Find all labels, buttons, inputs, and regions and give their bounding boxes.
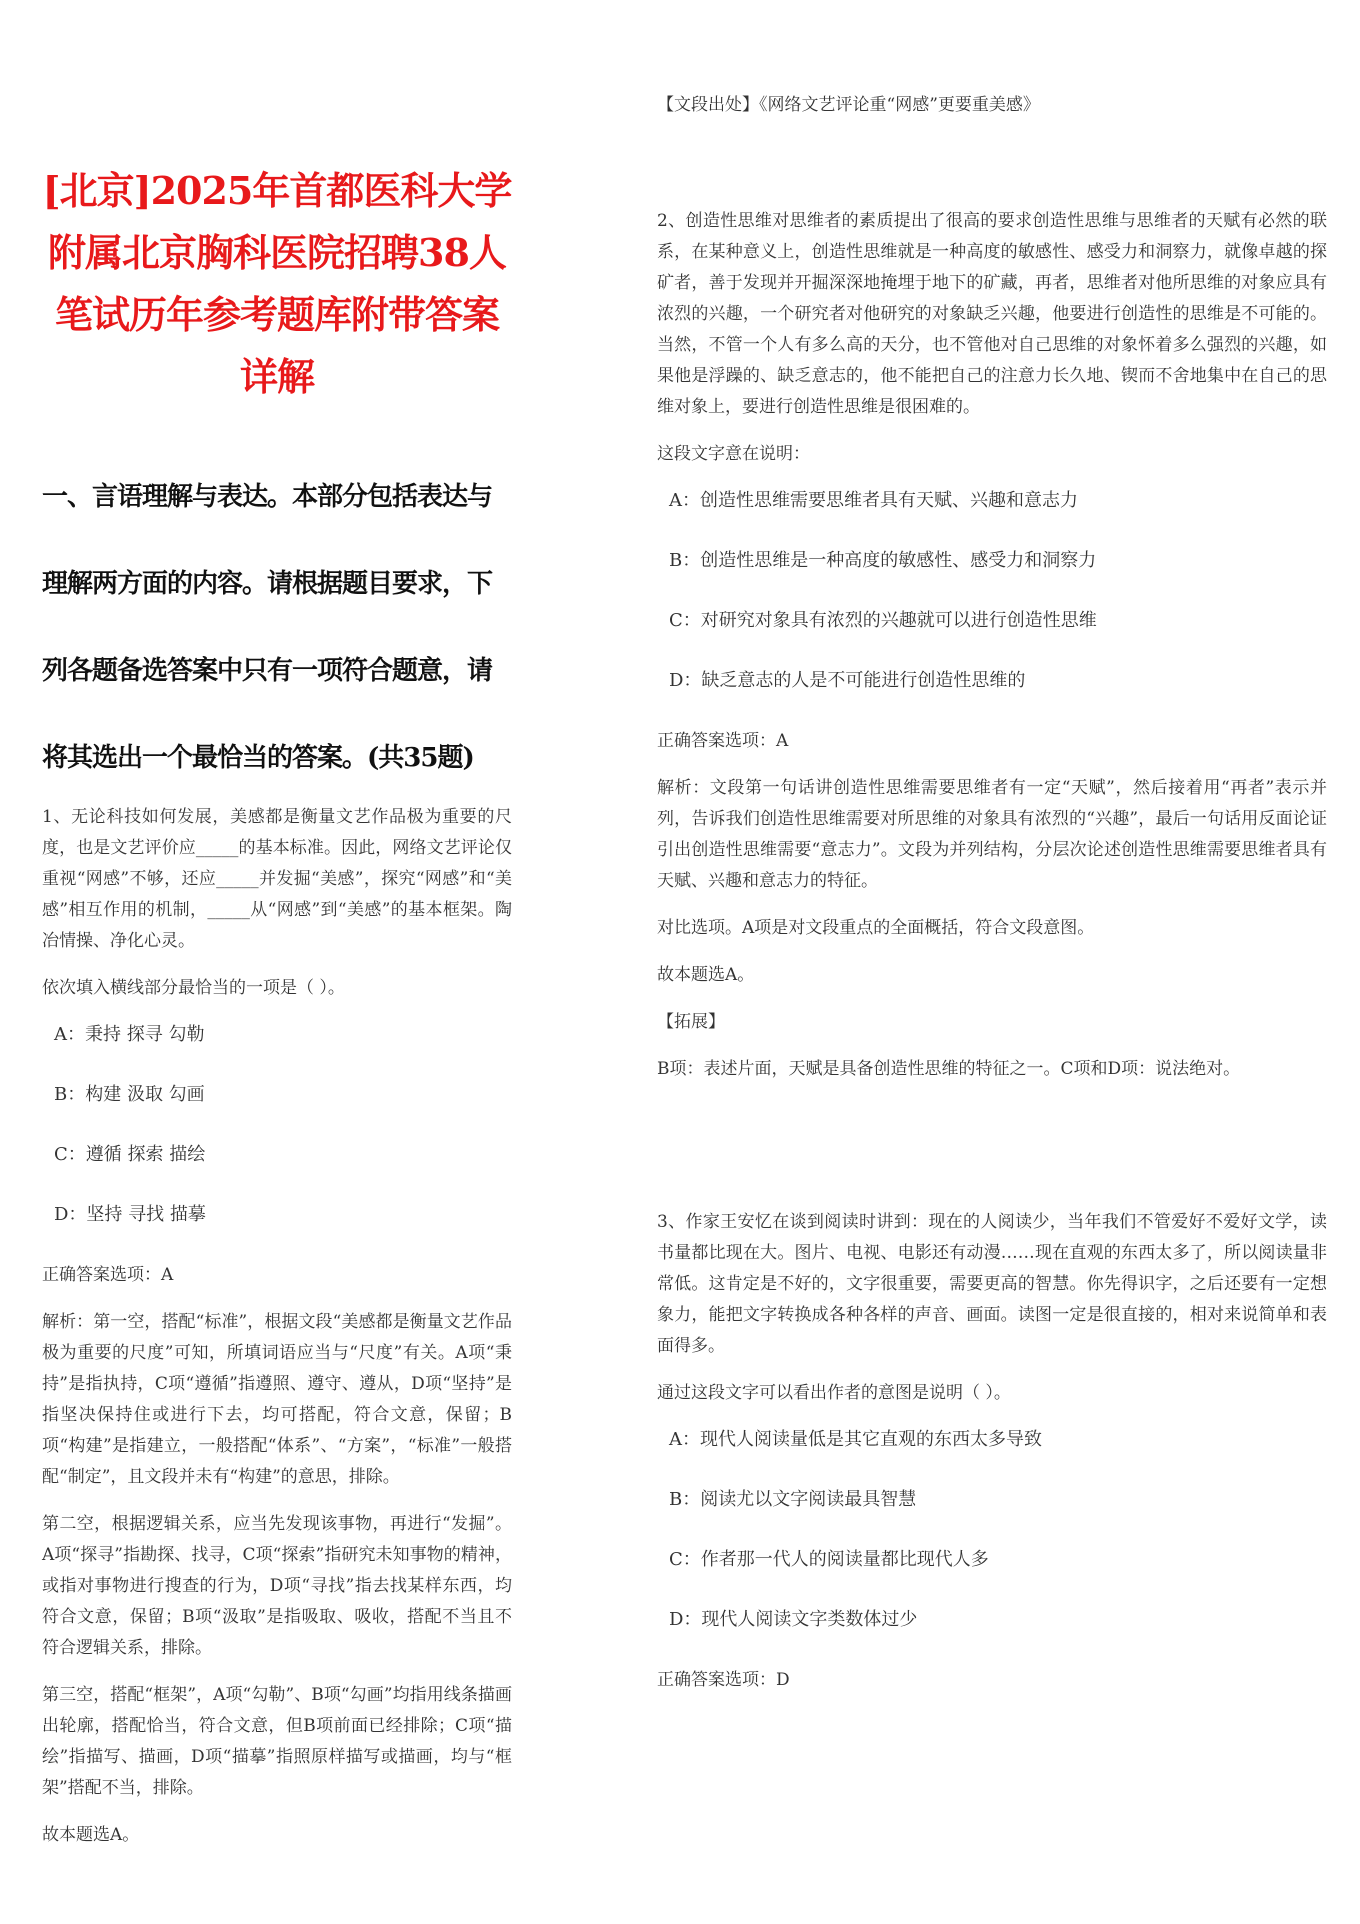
question-2-option-c: C：对研究对象具有浓烈的兴趣就可以进行创造性思维 bbox=[669, 610, 1097, 631]
question-1-conclusion: 故本题选A。 bbox=[42, 1825, 140, 1845]
question-3-answer: 正确答案选项：D bbox=[657, 1670, 790, 1690]
question-1-analysis-2: 第二空，根据逻辑关系，应当先发现该事物，再进行“发掘”。A项“探寻”指勘探、找寻，C项“探索”指研究未知事物的精神，或指对事物进行搜查的行为，D项“寻找”指去找某样东西，均符合文意，保留；B项“汲取”是指吸取、吸收，搭配不当且不符合逻辑关系，排除。 bbox=[42, 1514, 512, 1658]
question-2-option-d: D：缺乏意志的人是不可能进行创造性思维的 bbox=[669, 670, 1026, 691]
section-heading: 一、言语理解与表达。本部分包括表达与理解两方面的内容。请根据题目要求，下列各题备选答案中只有一项符合题意，请将其选出一个最恰当的答案。(共35题) bbox=[42, 482, 493, 773]
question-2-analysis-1: 解析：文段第一句话讲创造性思维需要思维者有一定“天赋”，然后接着用“再者”表示并列，告诉我们创造性思维需要对所思维的对象具有浓烈的“兴趣”，最后一句话用反面论证引出创造性思维需要“意志力”。文段为并列结构，分层次论述创造性思维需要思维者具有天赋、兴趣和意志力的特征。 bbox=[657, 778, 1327, 891]
question-3-option-d: D：现代人阅读文字类数体过少 bbox=[669, 1609, 918, 1630]
question-1-answer: 正确答案选项：A bbox=[42, 1265, 174, 1285]
question-1-option-d: D：坚持 寻找 描摹 bbox=[54, 1204, 206, 1225]
question-3-option-b: B：阅读尤以文字阅读最具智慧 bbox=[669, 1489, 917, 1510]
question-3-option-a: A：现代人阅读量低是其它直观的东西太多导致 bbox=[669, 1429, 1042, 1450]
question-1-prompt: 依次填入横线部分最恰当的一项是（ ）。 bbox=[42, 978, 345, 998]
question-2-prompt: 这段文字意在说明： bbox=[657, 444, 810, 464]
question-1-stem: 1、无论科技如何发展，美感都是衡量文艺作品极为重要的尺度，也是文艺评价应_____的基本标准。因此，网络文艺评论仅重视“网感”不够，还应_____并发掘“美感”，探究“网感”和“美感”相互作用的机制，_____从“网感”到“美感”的基本框架。陶冶情操、净化心灵。 bbox=[42, 807, 512, 951]
question-2-extension-label: 【拓展】 bbox=[657, 1012, 725, 1032]
source-citation: 【文段出处】《网络文艺评论重“网感”更要重美感》 bbox=[657, 95, 1040, 115]
question-3-stem: 3、作家王安忆在谈到阅读时讲到：现在的人阅读少，当年我们不管爱好不爱好文学，读书量都比现在大。图片、电视、电影还有动漫……现在直观的东西太多了，所以阅读量非常低。这肯定是不好的，文字很重要，需要更高的智慧。你先得识字，之后还要有一定想象力，能把文字转换成各种各样的声音、画面。读图一定是很直接的，相对来说简单和表面得多。 bbox=[657, 1212, 1327, 1356]
question-3-option-c: C：作者那一代人的阅读量都比现代人多 bbox=[669, 1549, 989, 1570]
question-2-option-a: A：创造性思维需要思维者具有天赋、兴趣和意志力 bbox=[669, 490, 1078, 511]
question-1-analysis-1: 解析：第一空，搭配“标准”，根据文段“美感都是衡量文艺作品极为重要的尺度”可知，所填词语应当与“尺度”有关。A项“秉持”是指执持，C项“遵循”指遵照、遵守、遵从，D项“坚持”是指坚决保持住或进行下去，均可搭配，符合文意，保留；B项“构建”是指建立，一般搭配“体系”、“方案”，“标准”一般搭配“制定”，且文段并未有“构建”的意思，排除。 bbox=[42, 1312, 512, 1487]
question-1-analysis-3: 第三空，搭配“框架”，A项“勾勒”、B项“勾画”均指用线条描画出轮廓，搭配恰当，符合文意，但B项前面已经排除；C项“描绘”指描写、描画，D项“描摹”指照原样描写或描画，均与“框架”搭配不当，排除。 bbox=[42, 1685, 512, 1798]
question-2-conclusion: 故本题选A。 bbox=[657, 965, 755, 985]
question-1-option-a: A：秉持 探寻 勾勒 bbox=[54, 1024, 205, 1045]
question-2-analysis-2: 对比选项。A项是对文段重点的全面概括，符合文段意图。 bbox=[657, 918, 1095, 938]
question-2-answer: 正确答案选项：A bbox=[657, 731, 789, 751]
left-column bbox=[42, 120, 512, 1867]
question-2-option-b: B：创造性思维是一种高度的敏感性、感受力和洞察力 bbox=[669, 550, 1097, 571]
question-2-stem: 2、创造性思维对思维者的素质提出了很高的要求创造性思维与思维者的天赋有必然的联系，在某种意义上，创造性思维就是一种高度的敏感性、感受力和洞察力，就像卓越的探矿者，善于发现并开掘深深地掩埋于地下的矿藏，再者，思维者对他所思维的对象应具有浓烈的兴趣，一个研究者对他研究的对象缺乏兴趣，他要进行创造性的思维是不可能的。当然，不管一个人有多么高的天分，也不管他对自己思维的对象怀着多么强烈的兴趣，如果他是浮躁的、缺乏意志的，他不能把自己的注意力长久地、锲而不舍地集中在自己的思维对象上，要进行创造性思维是很困难的。 bbox=[657, 211, 1327, 417]
question-1-option-c: C：遵循 探索 描绘 bbox=[54, 1144, 206, 1165]
right-column bbox=[657, 90, 1327, 1712]
document-title: [北京]2025年首都医科大学附属北京胸科医院招聘38人笔试历年参考题库附带答案详解 bbox=[42, 168, 512, 399]
question-3-prompt: 通过这段文字可以看出作者的意图是说明（ ）。 bbox=[657, 1383, 1011, 1403]
question-2-extension: B项：表述片面，天赋是具备创造性思维的特征之一。C项和D项：说法绝对。 bbox=[657, 1059, 1241, 1079]
question-1-option-b: B：构建 汲取 勾画 bbox=[54, 1084, 205, 1105]
